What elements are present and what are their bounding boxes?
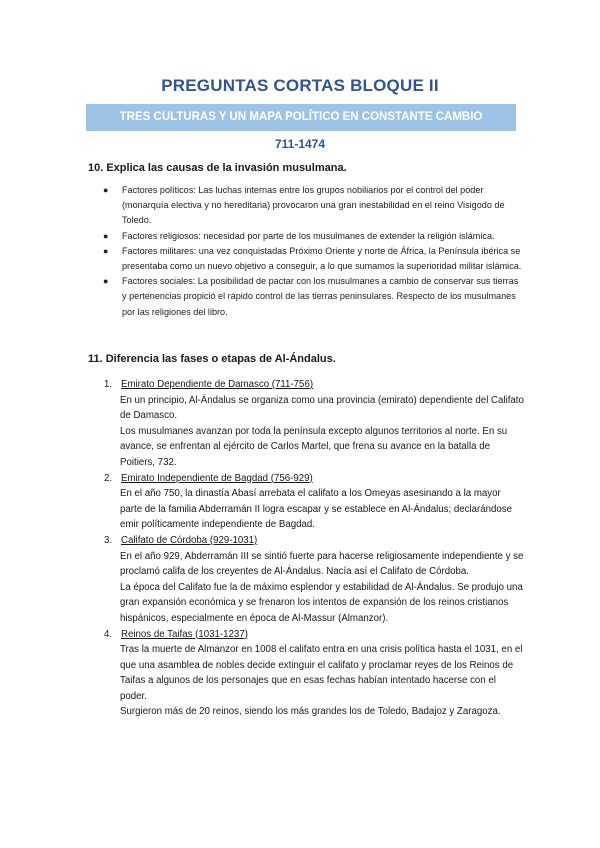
list-item bbox=[102, 244, 522, 274]
phase-number: 4. bbox=[104, 628, 113, 640]
question-11-heading: 11. Diferencia las fases o etapas de Al-Ándalus. bbox=[88, 353, 336, 365]
phase-heading bbox=[104, 533, 524, 549]
bullet-icon: ● bbox=[103, 276, 109, 287]
phase-paragraph: En el año 929, Abderramán III se sintió fuerte para hacerse religiosamente independiente y se proclamó califa de los creyentes de Al-Ándalus. Nacía así el Califato de Córdoba. bbox=[120, 550, 524, 578]
phase-paragraph: En un principio, Al-Ándalus se organiza como una provincia (emirato) dependiente del Califato de Damasco. bbox=[120, 394, 524, 422]
page-title: PREGUNTAS CORTAS BLOQUE II bbox=[161, 76, 439, 95]
phase-paragraph: Tras la muerte de Almanzor en 1008 el califato entra en una crisis política hasta el 1031, en el que una asamblea de nobles decide extinguir el califato y proclamar reyes de los Reinos de Taifas a algunos de los personajes que en esas fechas habían intentado hacerse con el poder. bbox=[120, 644, 523, 702]
phase-heading bbox=[104, 471, 524, 487]
bullet-text: Factores políticos: Las luchas internas entre los grupos nobiliarios por el control del poder (monarquía electiva y no hereditaria) provocaron una gran inestabilidad en el reino Visigodo de Toledo. bbox=[122, 185, 505, 226]
bullet-text: Factores religiosos: necesidad por parte de los musulmanes de extender la religión islámica. bbox=[122, 230, 495, 241]
bullet-text: Factores militares: una vez conquistadas Próximo Oriente y norte de África, la Península ibérica se presentaba como un nuevo objetivo a conseguir, a lo que sumamos la superioridad militar islámica. bbox=[122, 245, 522, 272]
phase-number: 1. bbox=[104, 379, 113, 390]
bullet-icon: ● bbox=[103, 245, 109, 256]
section-banner: TRES CULTURAS Y UN MAPA POLÍTICO EN CONSTANTE CAMBIO bbox=[86, 104, 516, 131]
phase-paragraph: Surgieron más de 20 reinos, siendo los más grandes los de Toledo, Badajoz y Zaragoza. bbox=[120, 706, 501, 718]
phase-title: Emirato Dependiente de Damasco (711-756) bbox=[121, 379, 314, 390]
phase-body bbox=[104, 642, 524, 720]
list-item bbox=[104, 377, 524, 471]
list-item bbox=[104, 533, 524, 627]
phase-paragraph: En el año 750, la dinastía Abasí arrebata el califato a los Omeyas asesinando a la mayor parte de la familia Abderramán II logra escapar y se establece en Al-Ándalus; declarándose emir políticamente independiente de Bagdad. bbox=[120, 488, 513, 531]
list-item bbox=[102, 229, 522, 244]
list-item bbox=[104, 627, 524, 721]
list-item bbox=[104, 471, 524, 533]
phase-title: Emirato Independiente de Bagdad (756-929) bbox=[121, 472, 313, 484]
list-item bbox=[102, 274, 522, 320]
list-item bbox=[102, 183, 522, 229]
causes-list bbox=[102, 183, 522, 320]
period-dates: 711-1474 bbox=[274, 137, 326, 151]
phase-body bbox=[104, 393, 524, 471]
phase-number: 2. bbox=[104, 472, 113, 484]
phase-heading bbox=[104, 627, 524, 643]
phase-body bbox=[104, 549, 524, 627]
phase-number: 3. bbox=[104, 534, 113, 546]
phase-paragraph: La época del Califato fue la de máximo esplendor y estabilidad de Al-Ándalus. Se produjo una gran expansión económica y se frenaron los intentos de expansión de los reinos cristianos hispánicos, especialmente en época de Al-Massur (Almanzor). bbox=[120, 581, 523, 624]
phases-list bbox=[104, 377, 524, 720]
phase-body bbox=[104, 486, 524, 533]
phase-title: Califato de Córdoba (929-1031) bbox=[121, 534, 258, 546]
phase-title: Reinos de Taifas (1031-1237) bbox=[121, 628, 248, 640]
phase-paragraph: Los musulmanes avanzan por toda la península excepto algunos territorios al norte. En su avance, se enfrentan al ejército de Carlos Martel, que frena su avance en la batalla de Poitiers, 732. bbox=[120, 425, 508, 468]
bullet-icon: ● bbox=[103, 230, 109, 241]
phase-heading bbox=[104, 377, 524, 393]
bullet-text: Factores sociales: La posibilidad de pactar con los musulmanes a cambio de conservar sus tierras y pertenencias propició el rápido control de las tierras peninsulares. Respecto de los musulmanes por las religiones del libro. bbox=[122, 276, 519, 317]
bullet-icon: ● bbox=[103, 185, 109, 195]
question-10-heading: 10. Explica las causas de la invasión musulmana. bbox=[88, 162, 347, 174]
